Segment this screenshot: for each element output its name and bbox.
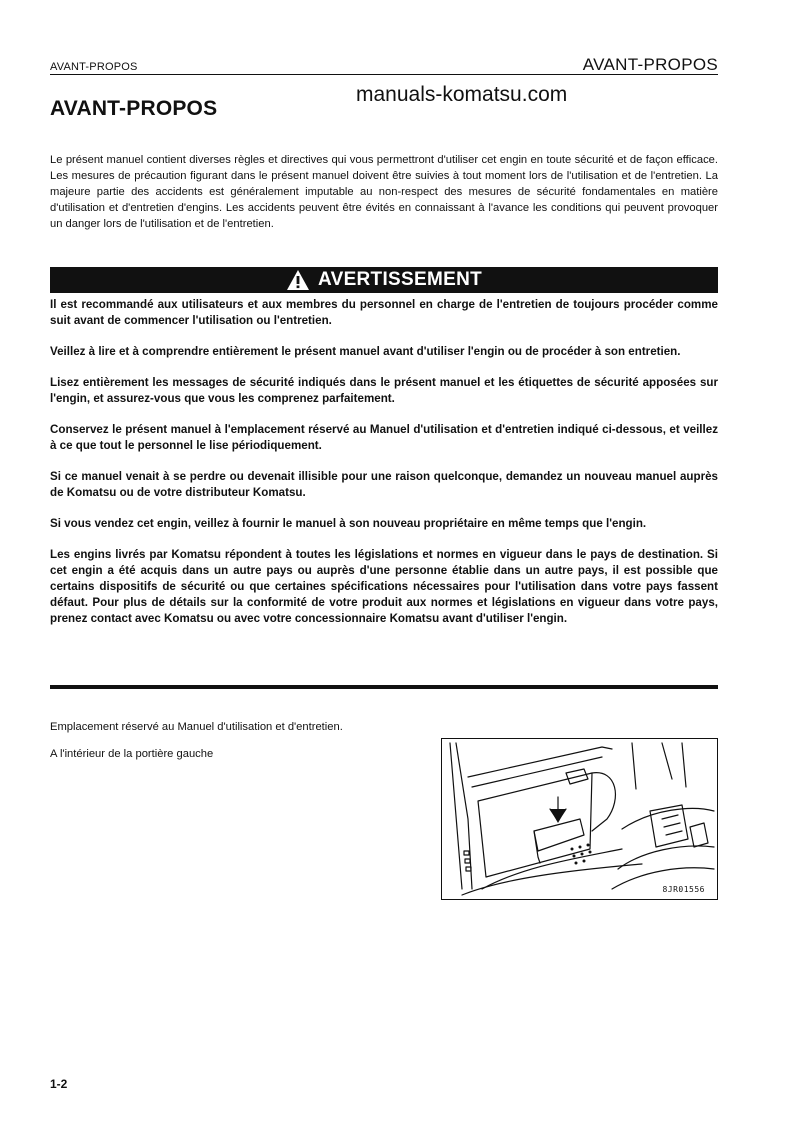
location-side: A l'intérieur de la portière gauche (50, 748, 214, 760)
watermark-text: manuals-komatsu.com (356, 83, 568, 106)
warning-paragraph: Conservez le présent manuel à l'emplacement réservé au Manuel d'utilisation et d'entretien indiqué ci-dessous, et veillez à ce que tout le personnel le lise périodiquement. (50, 423, 718, 452)
header-section-label: AVANT-PROPOS (50, 61, 138, 73)
header-chapter-title: AVANT-PROPOS (582, 55, 718, 74)
figure-code: 8JR01556 (662, 885, 705, 894)
warning-paragraph: Veillez à lire et à comprendre entièrement le présent manuel avant d'utiliser l'engin ou de procéder à son entretien. (50, 345, 681, 358)
location-label: Emplacement réservé au Manuel d'utilisation et d'entretien. (50, 721, 343, 733)
intro-paragraph: Le présent manuel contient diverses règles et directives qui vous permettront d'utiliser cet engin en toute sécurité et de façon efficace. Les mesures de précaution figurant dans le présent manuel doivent être suivies à tout moment lors de l'utilisation et de l'entretien. La majeure partie des accidents est généralement imputable au non-respect des mesures de sécurité fondamentales en matière d'utilisation et d'entretien d'engins. Les accidents peuvent être évités en connaissant à l'avance les conditions qui peuvent provoquer un danger lors de l'utilisation et de l'entretien. (50, 154, 718, 230)
warning-body (50, 297, 718, 642)
manual-location-figure (441, 738, 718, 900)
header-rule (50, 74, 718, 75)
warning-paragraph: Si vous vendez cet engin, veillez à fournir le manuel à son nouveau propriétaire en même temps que l'engin. (50, 517, 647, 530)
warning-paragraph: Il est recommandé aux utilisateurs et aux membres du personnel en charge de l'entretien de toujours procéder comme suit avant de commencer l'utilisation ou l'entretien. (50, 298, 718, 327)
warning-banner (50, 267, 718, 293)
warning-paragraph: Lisez entièrement les messages de sécurité indiqués dans le présent manuel et les étiquettes de sécurité apposées sur l'engin, et assurez-vous que vous les comprenez parfaitement. (50, 376, 718, 405)
cab-door-illustration (442, 739, 716, 898)
page-title: AVANT-PROPOS (50, 97, 218, 120)
warning-paragraph: Si ce manuel venait à se perdre ou devenait illisible pour une raison quelconque, demandez un nouveau manuel auprès de Komatsu ou de votre distributeur Komatsu. (50, 470, 718, 499)
warning-title: AVERTISSEMENT (317, 269, 482, 290)
warning-triangle-icon (286, 269, 310, 291)
warning-paragraph: Les engins livrés par Komatsu répondent à toutes les législations et normes en vigueur dans le pays de destination. Si cet engin a été acquis dans un autre pays ou auprès d'une personne établie dans un autre pays, il est possible que certains dispositifs de sécurité ou que certaines spécifications nécessaires pour l'utilisation dans votre pays fassent défaut. Pour plus de détails sur la conformité de votre produit aux normes et législations en vigueur dans votre pays, prenez contact avec Komatsu ou avec votre concessionnaire Komatsu avant d'utiliser l'engin. (50, 548, 718, 625)
warning-bottom-rule (50, 685, 718, 689)
page-number: 1-2 (50, 1077, 68, 1091)
